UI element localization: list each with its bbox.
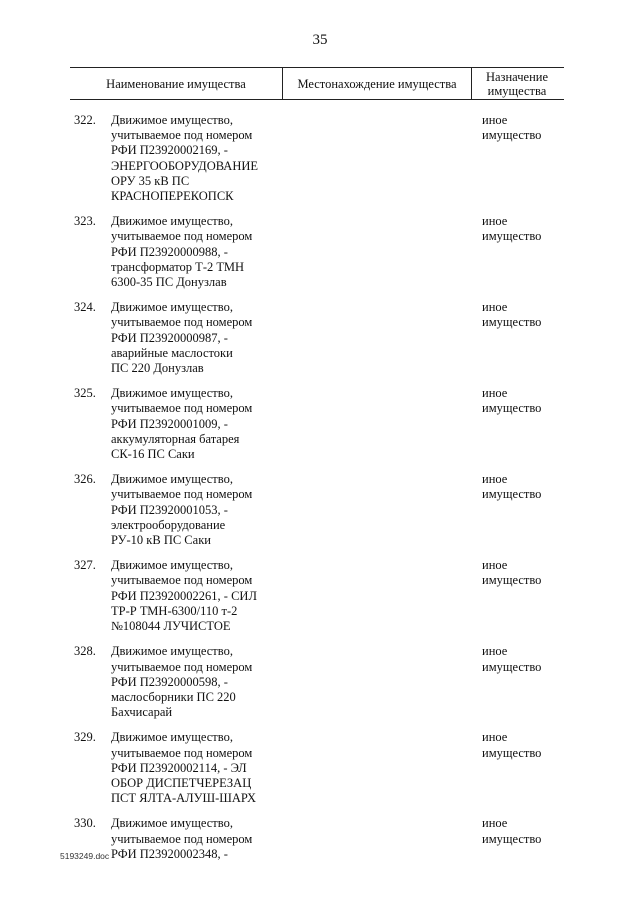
page-number: 35 [312,32,328,48]
row-number: 329. [74,730,96,745]
table-row [0,300,640,376]
row-number: 330. [74,816,96,831]
row-purpose: иное имущество [482,113,542,143]
row-name: Движимое имущество, учитываемое под номером РФИ П23920001009, - аккумуляторная батарея СК-16 ПС Саки [111,386,253,462]
row-purpose: иное имущество [482,300,542,330]
row-number: 327. [74,558,96,573]
row-purpose: иное имущество [482,472,542,502]
row-name: Движимое имущество, учитываемое под номером РФИ П23920002348, - [111,816,253,861]
table-row [0,214,640,290]
row-name: Движимое имущество, учитываемое под номером РФИ П23920000988, - трансформатор Т-2 ТМН 6300-35 ПС Донузлав [111,214,253,290]
row-purpose: иное имущество [482,816,542,846]
property-list [0,113,640,872]
row-purpose: иное имущество [482,386,542,416]
row-purpose: иное имущество [482,644,542,674]
row-number: 324. [74,300,96,315]
row-number: 326. [74,472,96,487]
row-purpose: иное имущество [482,730,542,760]
table-row [0,472,640,548]
row-purpose: иное имущество [482,558,542,588]
table-row [0,730,640,806]
row-name: Движимое имущество, учитываемое под номером РФИ П23920000598, - маслосборники ПС 220 Бахчисарай [111,644,253,720]
table-row [0,558,640,634]
header-purpose: Назначение имущества [485,69,548,98]
row-number: 328. [74,644,96,659]
table-row [0,644,640,720]
table-row [0,386,640,462]
table-header [70,67,564,100]
row-name: Движимое имущество, учитываемое под номером РФИ П23920002261, - СИЛ ТР-Р ТМН-6300/110 т-2 №108044 ЛУЧИСТОЕ [111,558,257,634]
header-name: Наименование имущества [106,76,246,91]
row-name: Движимое имущество, учитываемое под номером РФИ П23920002169, - ЭНЕРГООБОРУДОВАНИЕ ОРУ 35 кВ ПС КРАСНОПЕРЕКОПСК [111,113,259,204]
row-name: Движимое имущество, учитываемое под номером РФИ П23920002114, - ЭЛ ОБОР ДИСПЕТЧЕРЕЗАЦ ПСТ ЯЛТА-АЛУШ-ШАРХ [111,730,257,806]
row-number: 322. [74,113,96,127]
header-location: Местонахождение имущества [282,68,472,99]
table-row [0,113,640,204]
row-number: 323. [74,214,96,229]
row-purpose: иное имущество [482,214,542,244]
row-name: Движимое имущество, учитываемое под номером РФИ П23920000987, - аварийные маслостоки ПС 220 Донузлав [111,300,253,376]
footer-doc-name: 5193249.doc [60,851,110,861]
row-name: Движимое имущество, учитываемое под номером РФИ П23920001053, - электрооборудование РУ-10 кВ ПС Саки [111,472,253,548]
row-number: 325. [74,386,96,401]
